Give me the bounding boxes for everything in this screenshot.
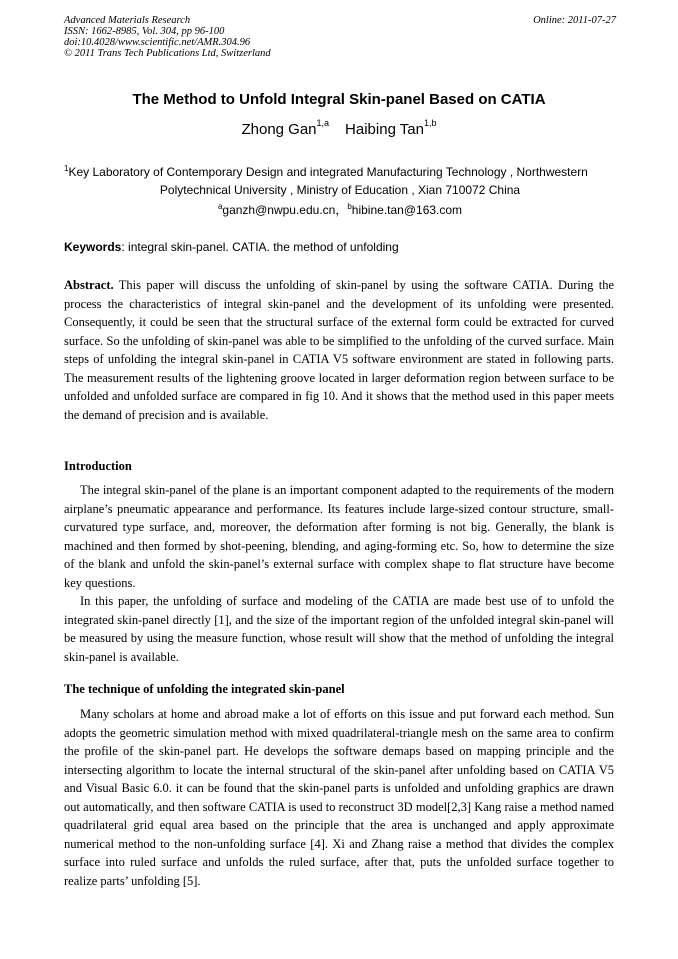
affiliation-line-2: Polytechnical University , Ministry of Education , Xian 710072 China: [159, 183, 521, 197]
introduction-body: [64, 481, 614, 666]
keywords: [64, 240, 616, 254]
section-heading: Introduction: [64, 459, 132, 473]
journal-doi: doi:10.4028/www.scientific.net/AMR.304.96: [64, 37, 251, 48]
abstract-text: This paper will discuss the unfolding of skin-panel by using the software CATIA. During the process the characteristics of integral skin-panel and the development of its unfolding were presented. Consequently, it could be seen that the structural surface of the external form could be extracted for curved surface. So the unfolding of skin-panel was able to be simplified to the unfolding of the curved surface. Main steps of unfolding the integral skin-panel in CATIA V5 software environment are stated in following parts. The measurement results of the lightening groove located in larger deformation region between surface to be unfolded and unfolded surface are compared in fig 10. And it shows that the method used in this paper meets the demand of precision and is available.: [64, 278, 614, 422]
journal-copyright: © 2011 Trans Tech Publications Ltd, Switzerland: [64, 48, 271, 59]
paper-title: The Method to Unfold Integral Skin-panel Based on CATIA: [132, 91, 546, 108]
author-name: Zhong Gan: [241, 121, 317, 138]
abstract: [64, 276, 614, 424]
journal-issn: ISSN: 1662-8985, Vol. 304, pp 96-100: [64, 26, 225, 37]
abstract-label: Abstract.: [64, 278, 114, 292]
affiliation-mark: 1: [64, 164, 69, 173]
author-list: [40, 120, 638, 138]
author-affiliation-mark: 1,b: [424, 118, 437, 128]
journal-name: Advanced Materials Research: [64, 15, 191, 26]
email-link[interactable]: hibine.tan@163.com: [351, 203, 463, 217]
author-emails: $^a$ganzh@nwpu.edu.cn，$^b$hibine.tan@163.com: [217, 202, 463, 217]
affiliation: [64, 160, 616, 199]
author-affiliation-mark: 1,a: [316, 118, 330, 128]
author-name: Haibing Tan: [345, 121, 424, 138]
section-heading: The technique of unfolding the integrated skin-panel: [64, 682, 345, 696]
keywords-label: Keywords: [64, 240, 122, 254]
affiliation-line-1: Key Laboratory of Contemporary Design and integrated Manufacturing Technology , Northwestern: [68, 165, 588, 179]
technique-body: [64, 705, 614, 890]
paragraph: Many scholars at home and abroad make a lot of efforts on this issue and put forward each method. Sun adopts the geometric simulation method with mixed quadrilateral-triangle mesh on the same area to confirm the profile of the skin-panel part. He develops the software demaps based on mapping principle and the intersecting algorithm to locate the internal structural of the skin-panel after unfolding based on CATIA V5 and Visual Basic 6.0. it can be found that the skin-panel parts is unfolded and unfolding graphics are drawn out automatically, and then software CATIA is used to reconstruct 3D model[2,3] Kang raise a method named quadrilateral grid equal area based on the principle that the area is unchanged and apply approximate numerical method to the non-unfolding surface [4]. Xi and Zhang raise a method that divides the complex surface into ruled surface and unfolds the ruled surface, after that, puts the unfolded surface together to realize parts’ unfolding [5].: [64, 707, 614, 888]
paragraph: In this paper, the unfolding of surface and modeling of the CATIA are made best use of to unfold the integrated skin-panel directly [1], and the size of the important region of the unfolded integral skin-panel will be measured by using the measure function, whose result will show that the method of unfolding the integral skin-panel is available.: [64, 594, 614, 664]
paragraph: The integral skin-panel of the plane is an important component adapted to the requirements of the modern airplane’s pneumatic appearance and performance. Its features include large-sized contour structure, small-curvatured type surface, and, moreover, the deformation after forming is not big. Generally, the blank is machined and then formed by shot-peening, blending, and aging-forming etc. So, how to determine the size of the blank and unfold the skin-panel’s external surface with complex shape to flat structure have become key questions.: [64, 483, 614, 590]
keywords-text: : integral skin-panel. CATIA. the method of unfolding: [121, 240, 399, 254]
journal-header: [64, 15, 616, 59]
email-link[interactable]: ganzh@nwpu.edu.cn，: [222, 203, 348, 217]
online-date: Online: 2011-07-27: [533, 15, 616, 26]
